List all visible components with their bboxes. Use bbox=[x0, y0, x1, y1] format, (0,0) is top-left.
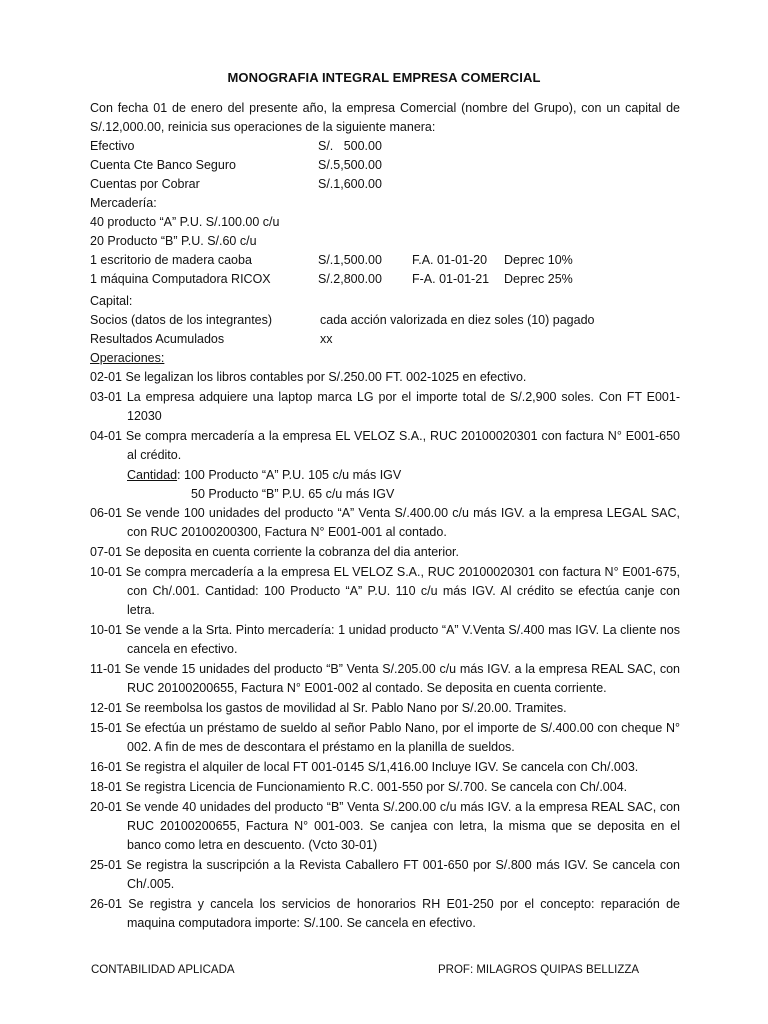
asset-label: Cuenta Cte Banco Seguro bbox=[90, 158, 236, 172]
operation-quantity-line: 50 Producto “B” P.U. 65 c/u más IGV bbox=[191, 487, 395, 501]
asset-label: Efectivo bbox=[90, 139, 135, 153]
intro-paragraph: Con fecha 01 de enero del presente año, la empresa Comercial (nombre del Grupo), con un capital de S/.12,000.00, reinicia sus operaciones de la siguiente manera: bbox=[90, 101, 680, 134]
operation-item: 03-01 La empresa adquiere una laptop marca LG por el importe total de S/.2,900 soles. Con FT E001-12030 bbox=[90, 390, 680, 423]
fixed-asset-date: F.A. 01-01-20 bbox=[412, 253, 488, 267]
fixed-asset-date: F-A. 01-01-21 bbox=[412, 272, 490, 286]
operation-item: 12-01 Se reembolsa los gastos de movilidad al Sr. Pablo Nano por S/.20.00. Tramites. bbox=[90, 701, 567, 715]
merchandise-line: 40 producto “A” P.U. S/.100.00 c/u bbox=[90, 215, 280, 229]
quantity-detail: : 100 Producto “A” P.U. 105 c/u más IGV bbox=[177, 468, 402, 482]
fixed-asset-depreciation: Deprec 10% bbox=[504, 253, 573, 267]
operation-item: 26-01 Se registra y cancela los servicios de honorarios RH E01-250 por el concepto: reparación de maquina computadora importe: S/.100. Se cancela en efectivo. bbox=[90, 897, 680, 930]
fixed-asset-amount: S/.1,500.00 bbox=[318, 253, 382, 267]
header-section bbox=[90, 99, 680, 934]
operation-item: 11-01 Se vende 15 unidades del producto “B” Venta S/.205.00 c/u más IGV. a la empresa REAL SAC, con RUC 20100200655, Factura N° E001-002 al contado. Se deposita en cuenta corriente. bbox=[90, 662, 680, 695]
footer-right: PROF: MILAGROS QUIPAS BELLIZZA bbox=[438, 964, 640, 976]
merchandise-line: 20 Producto “B” P.U. S/.60 c/u bbox=[90, 234, 257, 248]
footer-left: CONTABILIDAD APLICADA bbox=[91, 964, 235, 976]
operation-item: 16-01 Se registra el alquiler de local FT 001-0145 S/1,416.00 Incluye IGV. Se cancela con Ch/.003. bbox=[90, 760, 639, 774]
quantity-label: Cantidad bbox=[127, 468, 178, 482]
fixed-asset-amount: S/.2,800.00 bbox=[318, 272, 382, 286]
operation-item: 25-01 Se registra la suscripción a la Revista Caballero FT 001-650 por S/.800 más IGV. Se cancela con Ch/.005. bbox=[90, 858, 680, 891]
operation-item: 10-01 Se compra mercadería a la empresa EL VELOZ S.A., RUC 20100020301 con factura N° E001-675, con Ch/.001. Cantidad: 100 Producto “A” P.U. 110 c/u más IGV. Al crédito se efectúa canje con letra. bbox=[90, 565, 680, 617]
capital-value: cada acción valorizada en diez soles (10) pagado bbox=[320, 313, 595, 327]
capital-heading: Capital: bbox=[90, 294, 133, 308]
operation-item: 04-01 Se compra mercadería a la empresa EL VELOZ S.A., RUC 20100020301 con factura N° E001-650 al crédito. bbox=[90, 429, 680, 462]
fixed-asset-row bbox=[90, 251, 680, 270]
asset-label: Cuentas por Cobrar bbox=[90, 177, 200, 191]
fixed-asset-label: 1 escritorio de madera caoba bbox=[90, 253, 252, 267]
capital-row bbox=[90, 330, 680, 349]
operation-quantity-line bbox=[90, 466, 680, 485]
operations-heading: Operaciones: bbox=[90, 351, 165, 365]
asset-amount: S/. 500.00 bbox=[318, 139, 382, 153]
capital-row bbox=[90, 311, 680, 330]
asset-amount: S/.1,600.00 bbox=[318, 177, 382, 191]
fixed-asset-label: 1 máquina Computadora RICOX bbox=[90, 272, 271, 286]
capital-label: Socios (datos de los integrantes) bbox=[90, 313, 273, 327]
capital-value: xx bbox=[320, 332, 333, 346]
merchandise-heading: Mercadería: bbox=[90, 196, 157, 210]
fixed-asset-row bbox=[90, 270, 680, 289]
asset-amount: S/.5,500.00 bbox=[318, 158, 382, 172]
operation-item: 20-01 Se vende 40 unidades del producto “B” Venta S/.200.00 c/u más IGV. a la empresa REAL SAC, con RUC 20100200655, Factura N° 001-003. Se canjea con letra, la misma que se deposita en el banco como letra en descuento. (Vcto 30-01) bbox=[90, 800, 680, 852]
operation-item: 07-01 Se deposita en cuenta corriente la cobranza del dia anterior. bbox=[90, 545, 459, 559]
operation-item: 10-01 Se vende a la Srta. Pinto mercadería: 1 unidad producto “A” V.Venta S/.400 mas IGV. La cliente nos cancela en efectivo. bbox=[90, 623, 680, 656]
asset-row bbox=[90, 156, 680, 175]
asset-row bbox=[90, 175, 680, 194]
fixed-asset-depreciation: Deprec 25% bbox=[504, 272, 573, 286]
operation-item: 06-01 Se vende 100 unidades del producto “A” Venta S/.400.00 c/u más IGV. a la empresa LEGAL SAC, con RUC 20100200300, Factura N° E001-001 al contado. bbox=[90, 506, 680, 539]
document-title: MONOGRAFIA INTEGRAL EMPRESA COMERCIAL bbox=[227, 70, 541, 85]
operation-item: 02-01 Se legalizan los libros contables por S/.250.00 FT. 002-1025 en efectivo. bbox=[90, 370, 527, 384]
operation-item: 15-01 Se efectúa un préstamo de sueldo al señor Pablo Nano, por el importe de S/.400.00 con cheque N° 002. A fin de mes de descontara el préstamo en la planilla de sueldos. bbox=[90, 721, 680, 754]
asset-row bbox=[90, 137, 680, 156]
operation-item: 18-01 Se registra Licencia de Funcionamiento R.C. 001-550 por S/.700. Se cancela con Ch/.004. bbox=[90, 780, 628, 794]
capital-label: Resultados Acumulados bbox=[90, 332, 225, 346]
